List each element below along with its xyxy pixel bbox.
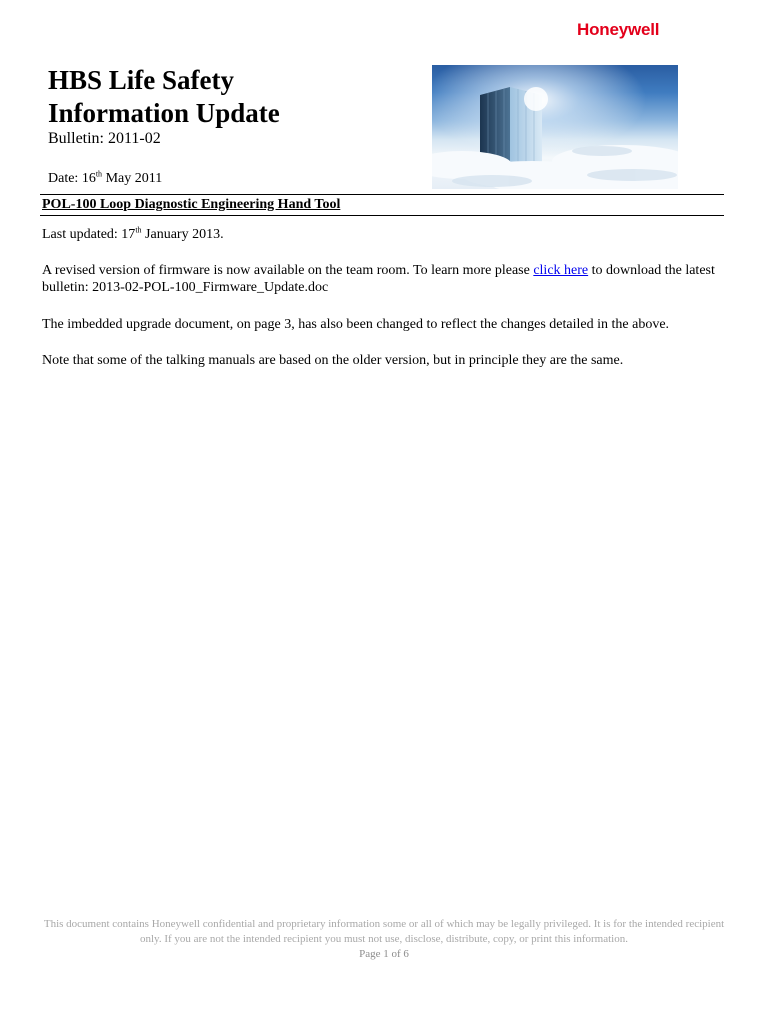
confidentiality-notice: This document contains Honeywell confidential and proprietary information some or all of which may be legally privileged. It is for the intended recipient only. If you are not the intended recipient you must not use, disclose, distribute, copy, or print this information. (43, 918, 725, 945)
section-title: POL-100 Loop Diagnostic Engineering Hand Tool (42, 197, 341, 212)
hero-illustration (432, 65, 678, 189)
skyscraper-clouds-image (432, 65, 678, 189)
title-line-2: Information Update (48, 98, 280, 128)
bulletin-date (48, 171, 162, 187)
updated-prefix: Last updated: 17 (42, 227, 136, 242)
header-rule-top (40, 194, 724, 195)
bulletin-number: Bulletin: 2011-02 (48, 130, 161, 147)
date-prefix: Date: 16 (48, 171, 96, 186)
date-suffix: May 2011 (102, 171, 163, 186)
confidentiality-footer (40, 917, 728, 962)
talking-manuals-paragraph: Note that some of the talking manuals are based on the older version, but in principle they are the same. (42, 353, 624, 368)
last-updated-paragraph (42, 226, 732, 243)
page-number: Page 1 of 6 (359, 948, 409, 960)
header-rule-bottom (40, 215, 724, 216)
updated-suffix: January 2013. (141, 227, 224, 242)
firmware-text-start: A revised version of firmware is now available on the team room. To learn more please (42, 263, 534, 278)
title-line-1: HBS Life Safety (48, 65, 234, 95)
updated-ordinal: th (135, 225, 142, 235)
page-title (48, 64, 280, 130)
upgrade-document-paragraph: The imbedded upgrade document, on page 3, has also been changed to reflect the changes detailed in the above. (42, 317, 670, 332)
honeywell-logo: Honeywell (577, 20, 660, 39)
click-here-link[interactable]: click here (533, 263, 589, 278)
firmware-paragraph (42, 262, 732, 296)
firmware-text-end: to download the latest bulletin: 2013-02-POL-100_Firmware_Update.doc (42, 263, 715, 295)
date-ordinal: th (95, 169, 103, 179)
